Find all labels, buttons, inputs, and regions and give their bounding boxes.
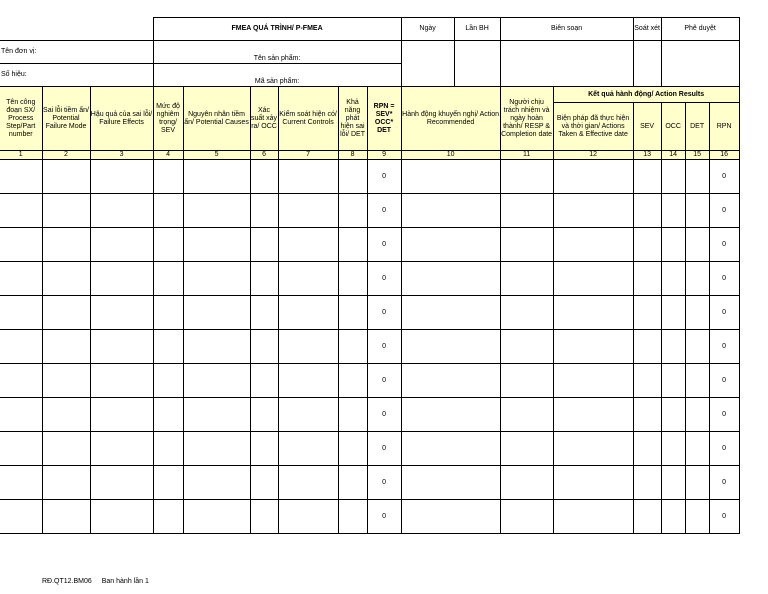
rpn2-cell: 0 [709,500,739,534]
controls-cell[interactable] [278,330,338,364]
table-row [0,194,739,228]
causes-cell[interactable] [183,160,250,194]
causes-cell[interactable] [183,432,250,466]
det-cell[interactable] [338,194,367,228]
action-recommended-cell[interactable] [401,432,500,466]
page-title: FMEA QUÁ TRÌNH/ P-FMEA [153,18,401,41]
date-value[interactable] [401,41,454,87]
causes-cell[interactable] [183,500,250,534]
failure-mode-cell[interactable] [42,330,90,364]
failure-effects-cell[interactable] [90,160,153,194]
occ-cell[interactable] [250,262,278,296]
reviewed-label: Soát xét [633,18,661,41]
issue-label: Lần BH [454,18,500,41]
col-num: 15 [685,151,709,160]
failure-effects-cell[interactable] [90,262,153,296]
rpn2-cell: 0 [709,296,739,330]
process-step-cell[interactable] [0,364,42,398]
det2-cell[interactable] [685,466,709,500]
fmea-sheet [0,17,740,534]
failure-mode-cell[interactable] [42,398,90,432]
col-actions-taken: Biện pháp đã thực hiện và thời gian/ Actions Taken & Effective date [553,103,633,151]
det-cell[interactable] [338,296,367,330]
causes-cell[interactable] [183,262,250,296]
occ2-cell[interactable] [661,398,685,432]
failure-effects-cell[interactable] [90,296,153,330]
col-det: Khả năng phát hiện sai lỗi/ DET [338,87,367,151]
rpn2-cell: 0 [709,364,739,398]
controls-cell[interactable] [278,296,338,330]
col-occ2: OCC [661,103,685,151]
det2-cell[interactable] [685,160,709,194]
det2-cell[interactable] [685,228,709,262]
action-recommended-cell[interactable] [401,398,500,432]
det-cell[interactable] [338,228,367,262]
actions-taken-cell[interactable] [553,228,633,262]
occ-cell[interactable] [250,330,278,364]
footer [42,578,157,586]
responsibility-cell[interactable] [500,262,553,296]
col-action-results: Kết quả hành động/ Action Results [553,87,739,103]
det-cell[interactable] [338,262,367,296]
occ2-cell[interactable] [661,364,685,398]
occ2-cell[interactable] [661,500,685,534]
controls-cell[interactable] [278,500,338,534]
rpn-cell: 0 [367,296,401,330]
controls-cell[interactable] [278,398,338,432]
col-controls: Kiểm soát hiện có/ Current Controls [278,87,338,151]
actions-taken-cell[interactable] [553,432,633,466]
failure-effects-cell[interactable] [90,500,153,534]
col-num: 6 [250,151,278,160]
det2-cell[interactable] [685,296,709,330]
failure-mode-cell[interactable] [42,296,90,330]
causes-cell[interactable] [183,364,250,398]
responsibility-cell[interactable] [500,160,553,194]
action-recommended-cell[interactable] [401,500,500,534]
col-failure-mode: Sai lỗi tiềm ẩn/ Potential Failure Mode [42,87,90,151]
failure-effects-cell[interactable] [90,432,153,466]
controls-cell[interactable] [278,228,338,262]
col-occ: Xác suất xảy ra/ OCC [250,87,278,151]
sev2-cell[interactable] [633,432,661,466]
responsibility-cell[interactable] [500,330,553,364]
rpn2-cell: 0 [709,432,739,466]
occ2-cell[interactable] [661,228,685,262]
causes-cell[interactable] [183,194,250,228]
rpn2-cell: 0 [709,330,739,364]
rpn-cell: 0 [367,364,401,398]
sev2-cell[interactable] [633,262,661,296]
rpn-cell: 0 [367,330,401,364]
rpn2-cell: 0 [709,398,739,432]
occ-cell[interactable] [250,364,278,398]
failure-effects-cell[interactable] [90,228,153,262]
col-det2: DET [685,103,709,151]
det-cell[interactable] [338,398,367,432]
col-sev: Mức độ nghiêm trọng/ SEV [153,87,183,151]
col-num: 8 [338,151,367,160]
action-recommended-cell[interactable] [401,466,500,500]
occ2-cell[interactable] [661,194,685,228]
action-recommended-cell[interactable] [401,262,500,296]
col-num: 16 [709,151,739,160]
actions-taken-cell[interactable] [553,500,633,534]
sev-cell[interactable] [153,466,183,500]
sev-cell[interactable] [153,262,183,296]
col-num: 1 [0,151,42,160]
occ-cell[interactable] [250,194,278,228]
unit-label: Tên đơn vị: [0,41,153,64]
table-row [0,160,739,194]
col-causes: Nguyên nhân tiềm ẩn/ Potential Causes [183,87,250,151]
occ-cell[interactable] [250,466,278,500]
failure-mode-cell[interactable] [42,160,90,194]
sev-cell[interactable] [153,432,183,466]
occ-cell[interactable] [250,398,278,432]
failure-effects-cell[interactable] [90,364,153,398]
responsibility-cell[interactable] [500,296,553,330]
actions-taken-cell[interactable] [553,330,633,364]
sev2-cell[interactable] [633,330,661,364]
action-recommended-cell[interactable] [401,194,500,228]
rpn2-cell: 0 [709,466,739,500]
failure-effects-cell[interactable] [90,466,153,500]
col-failure-effects: Hậu quả của sai lỗi/ Failure Effects [90,87,153,151]
sev2-cell[interactable] [633,194,661,228]
sev-cell[interactable] [153,500,183,534]
det2-cell[interactable] [685,330,709,364]
sev-cell[interactable] [153,228,183,262]
det-cell[interactable] [338,466,367,500]
issue-value[interactable] [454,41,500,87]
failure-mode-cell[interactable] [42,194,90,228]
table-row [0,330,739,364]
prepared-value[interactable] [500,41,633,87]
causes-cell[interactable] [183,228,250,262]
action-recommended-cell[interactable] [401,330,500,364]
failure-effects-cell[interactable] [90,194,153,228]
action-recommended-cell[interactable] [401,296,500,330]
controls-cell[interactable] [278,466,338,500]
action-recommended-cell[interactable] [401,364,500,398]
occ-cell[interactable] [250,296,278,330]
responsibility-cell[interactable] [500,432,553,466]
code-label: Số hiệu: [0,64,153,87]
process-step-cell[interactable] [0,228,42,262]
occ2-cell[interactable] [661,160,685,194]
process-step-cell[interactable] [0,296,42,330]
det2-cell[interactable] [685,194,709,228]
sev2-cell[interactable] [633,500,661,534]
failure-mode-cell[interactable] [42,262,90,296]
process-step-cell[interactable] [0,432,42,466]
failure-mode-cell[interactable] [42,228,90,262]
column-number-row [0,151,739,160]
issue-note: Ban hành lần 1 [101,578,149,585]
col-num: 7 [278,151,338,160]
occ2-cell[interactable] [661,432,685,466]
det-cell[interactable] [338,432,367,466]
det-cell[interactable] [338,500,367,534]
col-rpn: RPN = SEV* OCC* DET [367,87,401,151]
occ-cell[interactable] [250,500,278,534]
failure-mode-cell[interactable] [42,466,90,500]
col-num: 10 [401,151,500,160]
det-cell[interactable] [338,364,367,398]
actions-taken-cell[interactable] [553,160,633,194]
det-cell[interactable] [338,330,367,364]
failure-mode-cell[interactable] [42,432,90,466]
col-num: 12 [553,151,633,160]
blank-header-cell [0,18,153,41]
col-process-step: Tên công đoạn SX/ Process Step/Part number [0,87,42,151]
failure-effects-cell[interactable] [90,330,153,364]
col-action-recommended: Hành động khuyến nghị/ Action Recommended [401,87,500,151]
table-row [0,398,739,432]
occ-cell[interactable] [250,432,278,466]
approved-value[interactable] [661,41,739,87]
action-recommended-cell[interactable] [401,228,500,262]
occ2-cell[interactable] [661,466,685,500]
col-responsibility: Người chịu trách nhiệm và ngày hoàn thành/ RESP & Completion date [500,87,553,151]
rpn-cell: 0 [367,228,401,262]
rpn-cell: 0 [367,262,401,296]
det2-cell[interactable] [685,398,709,432]
rpn2-cell: 0 [709,228,739,262]
occ-cell[interactable] [250,160,278,194]
controls-cell[interactable] [278,432,338,466]
table-row [0,262,739,296]
col-num: 3 [90,151,153,160]
col-num: 4 [153,151,183,160]
action-recommended-cell[interactable] [401,160,500,194]
table-row [0,432,739,466]
sev-cell[interactable] [153,296,183,330]
col-rpn2: RPN [709,103,739,151]
sev2-cell[interactable] [633,398,661,432]
det-cell[interactable] [338,160,367,194]
rpn-cell: 0 [367,466,401,500]
controls-cell[interactable] [278,160,338,194]
responsibility-cell[interactable] [500,194,553,228]
actions-taken-cell[interactable] [553,398,633,432]
process-step-cell[interactable] [0,398,42,432]
product-code-label: Mã sản phẩm: [153,64,401,87]
responsibility-cell[interactable] [500,228,553,262]
causes-cell[interactable] [183,398,250,432]
responsibility-cell[interactable] [500,398,553,432]
causes-cell[interactable] [183,296,250,330]
approved-label: Phê duyệt [661,18,739,41]
det2-cell[interactable] [685,500,709,534]
controls-cell[interactable] [278,194,338,228]
controls-cell[interactable] [278,364,338,398]
process-step-cell[interactable] [0,500,42,534]
responsibility-cell[interactable] [500,364,553,398]
table-row [0,296,739,330]
date-label: Ngày [401,18,454,41]
det2-cell[interactable] [685,432,709,466]
table-row [0,228,739,262]
col-num: 13 [633,151,661,160]
product-name-label: Tên sản phẩm: [153,41,401,64]
sev-cell[interactable] [153,160,183,194]
rpn-cell: 0 [367,398,401,432]
table-row [0,500,739,534]
form-code: RĐ.QT12.BM06 [42,578,92,585]
failure-mode-cell[interactable] [42,364,90,398]
col-num: 9 [367,151,401,160]
col-num: 5 [183,151,250,160]
col-num: 11 [500,151,553,160]
responsibility-cell[interactable] [500,500,553,534]
sev2-cell[interactable] [633,228,661,262]
det2-cell[interactable] [685,262,709,296]
sev-cell[interactable] [153,398,183,432]
rpn-cell: 0 [367,194,401,228]
process-step-cell[interactable] [0,330,42,364]
table-row [0,466,739,500]
failure-mode-cell[interactable] [42,500,90,534]
reviewed-value[interactable] [633,41,661,87]
col-sev2: SEV [633,103,661,151]
occ2-cell[interactable] [661,262,685,296]
process-step-cell[interactable] [0,466,42,500]
rpn2-cell: 0 [709,262,739,296]
sev2-cell[interactable] [633,296,661,330]
controls-cell[interactable] [278,262,338,296]
sev2-cell[interactable] [633,160,661,194]
occ2-cell[interactable] [661,296,685,330]
actions-taken-cell[interactable] [553,466,633,500]
failure-effects-cell[interactable] [90,398,153,432]
actions-taken-cell[interactable] [553,262,633,296]
rpn-cell: 0 [367,500,401,534]
actions-taken-cell[interactable] [553,364,633,398]
actions-taken-cell[interactable] [553,296,633,330]
rpn-cell: 0 [367,432,401,466]
occ2-cell[interactable] [661,330,685,364]
process-step-cell[interactable] [0,194,42,228]
sev-cell[interactable] [153,330,183,364]
table-row [0,364,739,398]
rpn-cell: 0 [367,160,401,194]
causes-cell[interactable] [183,330,250,364]
actions-taken-cell[interactable] [553,194,633,228]
process-step-cell[interactable] [0,262,42,296]
col-num: 2 [42,151,90,160]
sev-cell[interactable] [153,194,183,228]
sev2-cell[interactable] [633,466,661,500]
rpn2-cell: 0 [709,194,739,228]
causes-cell[interactable] [183,466,250,500]
sev-cell[interactable] [153,364,183,398]
process-step-cell[interactable] [0,160,42,194]
prepared-label: Biên soạn [500,18,633,41]
rpn2-cell: 0 [709,160,739,194]
occ-cell[interactable] [250,228,278,262]
col-num: 14 [661,151,685,160]
det2-cell[interactable] [685,364,709,398]
sev2-cell[interactable] [633,364,661,398]
responsibility-cell[interactable] [500,466,553,500]
data-rows [0,160,739,534]
